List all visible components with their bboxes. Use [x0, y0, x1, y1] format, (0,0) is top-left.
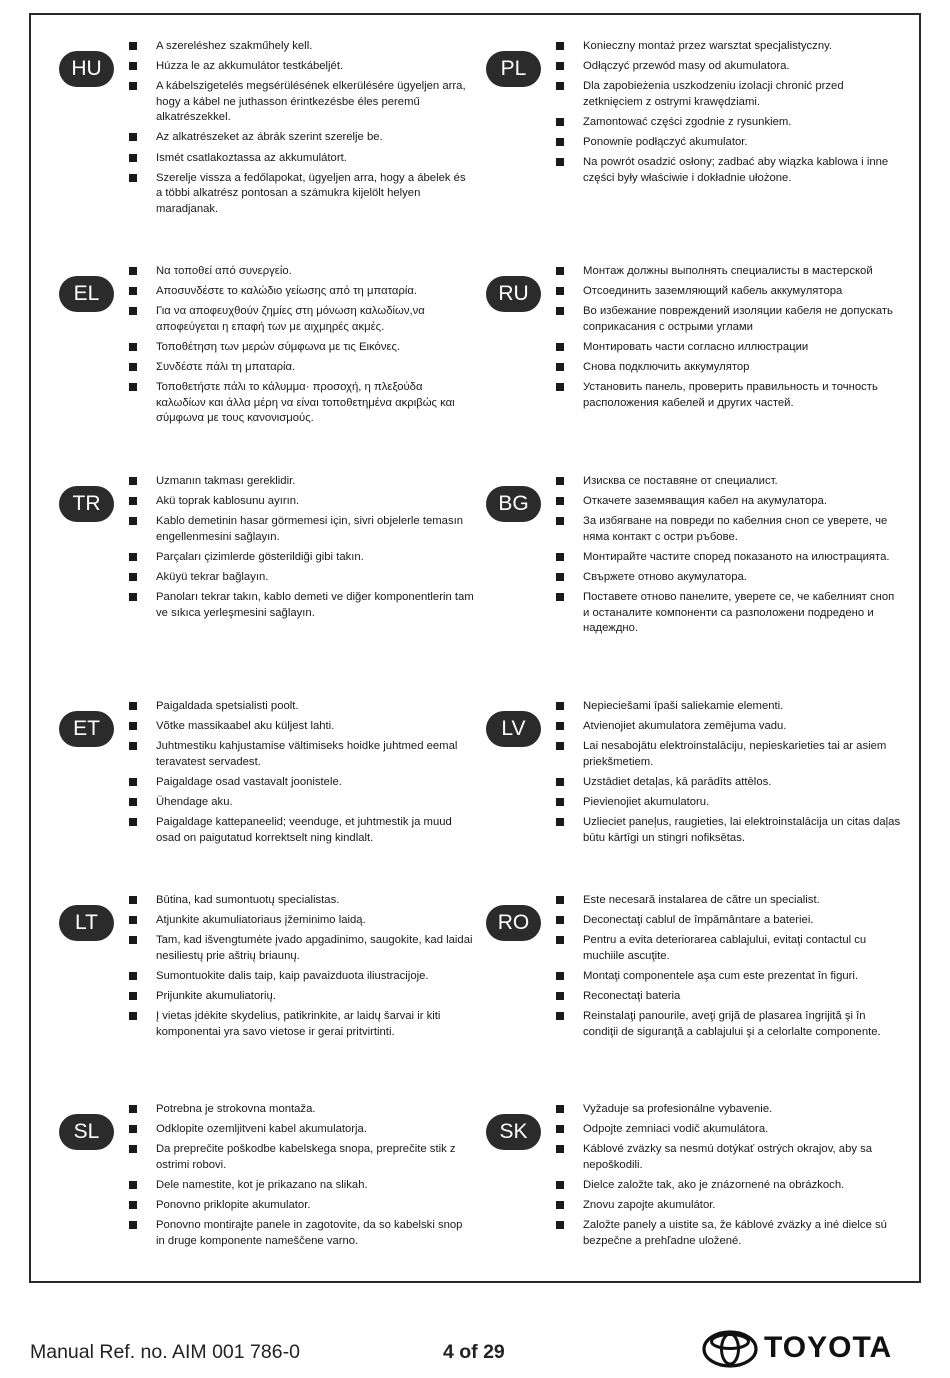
square-bullet-icon: [129, 1181, 137, 1189]
toyota-wordmark: TOYOTA: [764, 1331, 893, 1364]
instruction-text: Снова подключить аккумулятор: [583, 360, 750, 373]
square-bullet-icon: [556, 118, 564, 126]
instruction-item: [556, 115, 901, 131]
language-badge: ET: [59, 711, 114, 747]
instruction-item: [556, 775, 901, 791]
instruction-item: [129, 284, 474, 300]
instruction-item: [556, 494, 901, 510]
instruction-list: [556, 474, 901, 641]
square-bullet-icon: [556, 916, 564, 924]
square-bullet-icon: [129, 62, 137, 70]
instruction-item: [556, 739, 901, 770]
square-bullet-icon: [129, 818, 137, 826]
instruction-text: Lai nesabojātu elektroinstalāciju, nepieskarieties tai ar asiem priekšmetiem.: [583, 740, 887, 768]
square-bullet-icon: [129, 133, 137, 141]
instruction-text: Este necesară instalarea de către un specialist.: [583, 894, 820, 906]
instruction-item: [129, 151, 474, 167]
square-bullet-icon: [129, 517, 137, 525]
instruction-text: Paigaldage osad vastavalt joonistele.: [156, 775, 342, 788]
instruction-text: Panoları tekrar takın, kablo demeti ve diğer komponentlerin tam ve sıkıca yerleşmesini sağlayın.: [156, 591, 474, 619]
instruction-item: [556, 1009, 901, 1040]
square-bullet-icon: [556, 553, 564, 561]
instruction-item: [556, 39, 901, 55]
instruction-text: Во избежание повреждений изоляции кабеля не допускать соприкасания с острыми углами: [583, 305, 893, 333]
instruction-text: Откачете заземяващия кабел на акумулатора.: [583, 495, 827, 508]
instruction-text: Uzmanın takması gereklidir.: [156, 475, 296, 487]
instruction-text: Ponovno priklopite akumulator.: [156, 1198, 311, 1211]
instruction-text: Uzlieciet paneļus, raugieties, lai elektroinstalācija un citas daļas būtu kārtīgi un stingri nofiksētas.: [583, 816, 901, 844]
instruction-item: [556, 913, 901, 929]
square-bullet-icon: [129, 363, 137, 371]
instruction-item: [556, 304, 901, 335]
square-bullet-icon: [556, 267, 564, 275]
instruction-text: Συνδέστε πάλι τη μπαταρία.: [156, 360, 296, 373]
square-bullet-icon: [556, 1221, 564, 1229]
instruction-list: [556, 39, 901, 191]
square-bullet-icon: [556, 343, 564, 351]
manual-reference: Manual Ref. no. AIM 001 786-0: [30, 1341, 300, 1363]
instruction-text: Pentru a evita deteriorarea cablajului, evitaţi contactul cu muchiile ascuţite.: [583, 934, 867, 962]
instruction-text: Odklopite ozemljitveni kabel akumulatorja.: [156, 1123, 367, 1136]
instruction-item: [129, 380, 474, 427]
instruction-text: Paigaldage kattepaneelid; veenduge, et juhtmestik ja muud osad on paigutatud korrektselt ning kindlalt.: [156, 816, 452, 844]
toyota-logo: [702, 1330, 922, 1368]
instruction-list: [556, 1102, 901, 1254]
instruction-item: [129, 795, 474, 811]
square-bullet-icon: [556, 896, 564, 904]
instruction-item: [129, 340, 474, 356]
square-bullet-icon: [129, 742, 137, 750]
instruction-text: A szereléshez szakműhely kell.: [156, 40, 313, 52]
square-bullet-icon: [556, 497, 564, 505]
instruction-item: [129, 39, 474, 55]
square-bullet-icon: [556, 1105, 564, 1113]
instruction-text: Ponovno montirajte panele in zagotovite, da so kabelski snop in druge komponente nameščene varno.: [156, 1219, 463, 1247]
instruction-text: Vyžaduje sa profesionálne vybavenie.: [583, 1103, 773, 1115]
square-bullet-icon: [129, 778, 137, 786]
instruction-item: [129, 815, 474, 846]
instruction-item: [129, 304, 474, 335]
instruction-text: Prijunkite akumuliatorių.: [156, 989, 276, 1002]
instruction-text: Nepieciešami īpaši saliekamie elementi.: [583, 700, 784, 712]
square-bullet-icon: [129, 593, 137, 601]
instruction-text: Az alkatrészeket az ábrák szerint szerelje be.: [156, 131, 383, 144]
instruction-text: Húzza le az akkumulátor testkábeljét.: [156, 60, 344, 73]
square-bullet-icon: [556, 1125, 564, 1133]
square-bullet-icon: [129, 992, 137, 1000]
instruction-item: [129, 474, 474, 490]
instruction-item: [556, 514, 901, 545]
square-bullet-icon: [556, 818, 564, 826]
instruction-list: [556, 699, 901, 851]
instruction-text: Ühendage aku.: [156, 795, 233, 808]
square-bullet-icon: [129, 798, 137, 806]
instruction-text: Montaţi componentele aşa cum este prezentat în figuri.: [583, 969, 859, 982]
instruction-item: [129, 590, 474, 621]
square-bullet-icon: [556, 363, 564, 371]
instruction-text: Potrebna je strokovna montaža.: [156, 1103, 316, 1115]
instruction-text: За избягване на повреди по кабелния сноп се уверете, че няма контакт с остри ръбове.: [583, 515, 888, 543]
square-bullet-icon: [129, 722, 137, 730]
instruction-item: [129, 360, 474, 376]
instruction-text: Reconectaţi bateria: [583, 989, 681, 1002]
instruction-text: Zamontować części zgodnie z rysunkiem.: [583, 115, 792, 128]
instruction-item: [556, 340, 901, 356]
instruction-item: [556, 570, 901, 586]
instruction-item: [129, 933, 474, 964]
instruction-text: Uzstādiet detaļas, kā parādīts attēlos.: [583, 775, 772, 788]
instruction-item: [556, 155, 901, 186]
square-bullet-icon: [556, 1181, 564, 1189]
instruction-item: [556, 1122, 901, 1138]
instruction-item: [129, 1142, 474, 1173]
instruction-item: [129, 989, 474, 1005]
instruction-text: Dele namestite, kot je prikazano na slikah.: [156, 1178, 368, 1191]
instruction-text: Dla zapobieżenia uszkodzeniu izolacji chronić przed zetknięciem z ostrymi krawędziami.: [583, 80, 844, 108]
square-bullet-icon: [556, 158, 564, 166]
instruction-item: [556, 893, 901, 909]
page-number: 4 of 29: [443, 1341, 505, 1363]
square-bullet-icon: [556, 593, 564, 601]
instruction-text: Odłączyć przewód masy od akumulatora.: [583, 60, 790, 73]
instruction-item: [556, 59, 901, 75]
instruction-text: Για να αποφευχθούν ζημίες στη μόνωση καλωδίων,να αποφεύγεται η επαφή των με αιχμηρές ακμές.: [156, 305, 425, 333]
instruction-list: [129, 699, 474, 851]
instruction-text: Konieczny montaż przez warsztat specjalistyczny.: [583, 40, 833, 52]
square-bullet-icon: [556, 383, 564, 391]
square-bullet-icon: [556, 702, 564, 710]
instruction-item: [556, 264, 901, 280]
square-bullet-icon: [556, 972, 564, 980]
instruction-item: [129, 1218, 474, 1249]
language-badge: SL: [59, 1114, 114, 1150]
instruction-item: [556, 1218, 901, 1249]
instruction-text: Da preprečite poškodbe kabelskega snopa, preprečite stik z ostrimi robovi.: [156, 1143, 456, 1171]
instruction-item: [556, 719, 901, 735]
square-bullet-icon: [129, 477, 137, 485]
instruction-item: [129, 1178, 474, 1194]
instruction-item: [556, 474, 901, 490]
instruction-text: Znovu zapojte akumulátor.: [583, 1198, 716, 1211]
square-bullet-icon: [129, 1145, 137, 1153]
language-badge: HU: [59, 51, 114, 87]
square-bullet-icon: [556, 477, 564, 485]
language-badge: EL: [59, 276, 114, 312]
instruction-text: Поставете отново панелите, уверете се, че кабелният сноп и останалите компоненти са разположени подредено и надеждно.: [583, 591, 895, 635]
instruction-text: Αποσυνδέστε το καλώδιο γείωσης από τη μπαταρία.: [156, 285, 418, 298]
instruction-item: [556, 795, 901, 811]
instruction-text: Szerelje vissza a fedőlapokat, ügyeljen arra, hogy a ábelek és a többi alkatrész pontosan a számukra kijelölt helyen maradjanak.: [156, 171, 466, 215]
language-badge: SK: [486, 1114, 541, 1150]
square-bullet-icon: [556, 742, 564, 750]
square-bullet-icon: [129, 553, 137, 561]
instruction-item: [556, 1198, 901, 1214]
instruction-item: [556, 284, 901, 300]
square-bullet-icon: [129, 896, 137, 904]
square-bullet-icon: [129, 1125, 137, 1133]
square-bullet-icon: [556, 798, 564, 806]
square-bullet-icon: [129, 1012, 137, 1020]
instruction-item: [556, 79, 901, 110]
instruction-item: [556, 1102, 901, 1118]
square-bullet-icon: [556, 42, 564, 50]
square-bullet-icon: [129, 267, 137, 275]
instruction-text: Монтаж должны выполнять специалисты в мастерской: [583, 265, 873, 277]
language-badge: BG: [486, 486, 541, 522]
square-bullet-icon: [556, 778, 564, 786]
instruction-list: [129, 474, 474, 626]
instruction-item: [556, 699, 901, 715]
instruction-text: Parçaları çizimlerde gösterildiği gibi takın.: [156, 550, 364, 563]
square-bullet-icon: [556, 936, 564, 944]
instruction-item: [129, 264, 474, 280]
square-bullet-icon: [556, 722, 564, 730]
instruction-text: Ismét csatlakoztassa az akkumulátort.: [156, 151, 347, 164]
instruction-item: [129, 494, 474, 510]
square-bullet-icon: [556, 1145, 564, 1153]
instruction-text: Изисква се поставяне от специалист.: [583, 475, 778, 487]
instruction-list: [556, 264, 901, 416]
instruction-text: Reinstalaţi panourile, aveţi grijă de plasarea îngrijită şi în condiţii de siguranţă a cablajului şi a celorlalte componente.: [583, 1010, 881, 1038]
instruction-item: [556, 135, 901, 151]
language-badge: TR: [59, 486, 114, 522]
instruction-item: [556, 989, 901, 1005]
square-bullet-icon: [129, 972, 137, 980]
instruction-item: [129, 739, 474, 770]
instruction-text: Pievienojiet akumulatoru.: [583, 795, 710, 808]
square-bullet-icon: [556, 307, 564, 315]
toyota-emblem-icon: [702, 1330, 758, 1368]
instruction-text: Atjunkite akumuliatoriaus įžeminimo laidą.: [156, 914, 366, 927]
instruction-text: Kablo demetinin hasar görmemesi için, sivri objelerle temasın engellenmesini sağlayın.: [156, 515, 464, 543]
instruction-text: Į vietas įdėkite skydelius, patikrinkite, ar laidų šarvai ir kiti komponentai yra savo vietose ir gerai pritvirtinti.: [156, 1010, 441, 1038]
instruction-item: [129, 171, 474, 218]
instruction-item: [556, 1178, 901, 1194]
instruction-text: Монтировать части согласно иллюстрации: [583, 340, 809, 353]
instruction-text: Odpojte zemniaci vodič akumulátora.: [583, 1123, 769, 1136]
instruction-text: Juhtmestiku kahjustamise vältimiseks hoidke juhtmed eemal teravatest servadest.: [156, 740, 458, 768]
instruction-item: [556, 1142, 901, 1173]
instruction-item: [129, 719, 474, 735]
instruction-item: [556, 550, 901, 566]
instruction-text: Свържете отново акумулатора.: [583, 570, 747, 583]
square-bullet-icon: [129, 936, 137, 944]
instruction-text: Būtina, kad sumontuotų specialistas.: [156, 894, 340, 906]
square-bullet-icon: [129, 307, 137, 315]
square-bullet-icon: [556, 573, 564, 581]
instruction-item: [556, 969, 901, 985]
square-bullet-icon: [129, 154, 137, 162]
instruction-item: [129, 775, 474, 791]
instruction-item: [129, 550, 474, 566]
instruction-text: Установить панель, проверить правильность и точность расположения кабелей и других частей.: [583, 381, 878, 409]
instruction-list: [129, 1102, 474, 1254]
square-bullet-icon: [556, 517, 564, 525]
instruction-text: Монтирайте частите според показаното на илюстрацията.: [583, 550, 890, 563]
instruction-text: Отсоединить заземляющий кабель аккумулятора: [583, 285, 843, 298]
instruction-text: Akü toprak kablosunu ayırın.: [156, 495, 300, 508]
instruction-text: Dielce založte tak, ako je znázornené na obrázkoch.: [583, 1178, 845, 1191]
instruction-text: Να τοποθεί από συνεργείο.: [156, 265, 292, 277]
square-bullet-icon: [129, 702, 137, 710]
square-bullet-icon: [129, 174, 137, 182]
instruction-list: [556, 893, 901, 1045]
instruction-text: Ponownie podłączyć akumulator.: [583, 135, 748, 148]
instruction-item: [129, 969, 474, 985]
instruction-text: Võtke massikaabel aku küljest lahti.: [156, 720, 335, 733]
instruction-text: Deconectaţi cablul de împământare a bateriei.: [583, 914, 814, 927]
instruction-item: [556, 380, 901, 411]
instruction-item: [129, 1009, 474, 1040]
square-bullet-icon: [129, 1105, 137, 1113]
instruction-item: [556, 360, 901, 376]
instruction-item: [556, 815, 901, 846]
instruction-text: Τοποθέτηση των μερών σύμφωνα με τις Εικόνες.: [156, 340, 401, 353]
instruction-item: [129, 570, 474, 586]
instruction-list: [129, 893, 474, 1045]
instruction-item: [129, 893, 474, 909]
square-bullet-icon: [129, 287, 137, 295]
instruction-text: A kábelszigetelés megsérülésének elkerülésére ügyeljen arra, hogy a kábel ne juthasson érintkezésbe éles peremű alkatrészekkel.: [156, 80, 466, 124]
square-bullet-icon: [129, 42, 137, 50]
instruction-item: [129, 913, 474, 929]
instruction-list: [129, 264, 474, 431]
language-badge: PL: [486, 51, 541, 87]
instruction-item: [556, 590, 901, 637]
instruction-item: [129, 699, 474, 715]
instruction-item: [129, 1122, 474, 1138]
language-badge: LT: [59, 905, 114, 941]
instruction-list: [129, 39, 474, 222]
instruction-text: Sumontuokite dalis taip, kaip pavaizduota iliustracijoje.: [156, 969, 429, 982]
square-bullet-icon: [129, 383, 137, 391]
square-bullet-icon: [556, 992, 564, 1000]
language-badge: RO: [486, 905, 541, 941]
square-bullet-icon: [129, 1201, 137, 1209]
instruction-text: Tam, kad išvengtumėte įvado apgadinimo, saugokite, kad laidai nesiliestų prie aštrių briaunų.: [156, 934, 473, 962]
instruction-text: Atvienojiet akumulatora zemējuma vadu.: [583, 720, 787, 733]
instruction-text: Aküyü tekrar bağlayın.: [156, 570, 269, 583]
square-bullet-icon: [129, 343, 137, 351]
instruction-item: [129, 130, 474, 146]
square-bullet-icon: [556, 82, 564, 90]
instruction-item: [129, 1198, 474, 1214]
square-bullet-icon: [129, 82, 137, 90]
square-bullet-icon: [129, 497, 137, 505]
instruction-text: Na powrót osadzić osłony; zadbać aby wiązka kablowa i inne części były właściwie i dokładnie ułożone.: [583, 156, 889, 184]
square-bullet-icon: [556, 62, 564, 70]
square-bullet-icon: [129, 1221, 137, 1229]
instruction-item: [129, 514, 474, 545]
square-bullet-icon: [129, 573, 137, 581]
language-badge: LV: [486, 711, 541, 747]
square-bullet-icon: [556, 1012, 564, 1020]
square-bullet-icon: [129, 916, 137, 924]
square-bullet-icon: [556, 287, 564, 295]
square-bullet-icon: [556, 138, 564, 146]
instruction-text: Paigaldada spetsialisti poolt.: [156, 700, 299, 712]
square-bullet-icon: [556, 1201, 564, 1209]
instruction-item: [129, 1102, 474, 1118]
instruction-item: [556, 933, 901, 964]
language-badge: RU: [486, 276, 541, 312]
instruction-text: Τοποθετήστε πάλι το κάλυμμα· προσοχή, η πλεξούδα καλωδίων και άλλα μέρη να είναι τοποθετημένα ακριβώς και σύμφωνα με τους κανονισμούς.: [156, 381, 455, 425]
instruction-item: [129, 79, 474, 126]
instruction-item: [129, 59, 474, 75]
instruction-text: Založte panely a uistite sa, že káblové zväzky a iné dielce sú bezpečne a prehľadne uložené.: [583, 1219, 887, 1247]
instruction-text: Káblové zväzky sa nesmú dotýkať ostrých okrajov, aby sa nepoškodili.: [583, 1143, 873, 1171]
